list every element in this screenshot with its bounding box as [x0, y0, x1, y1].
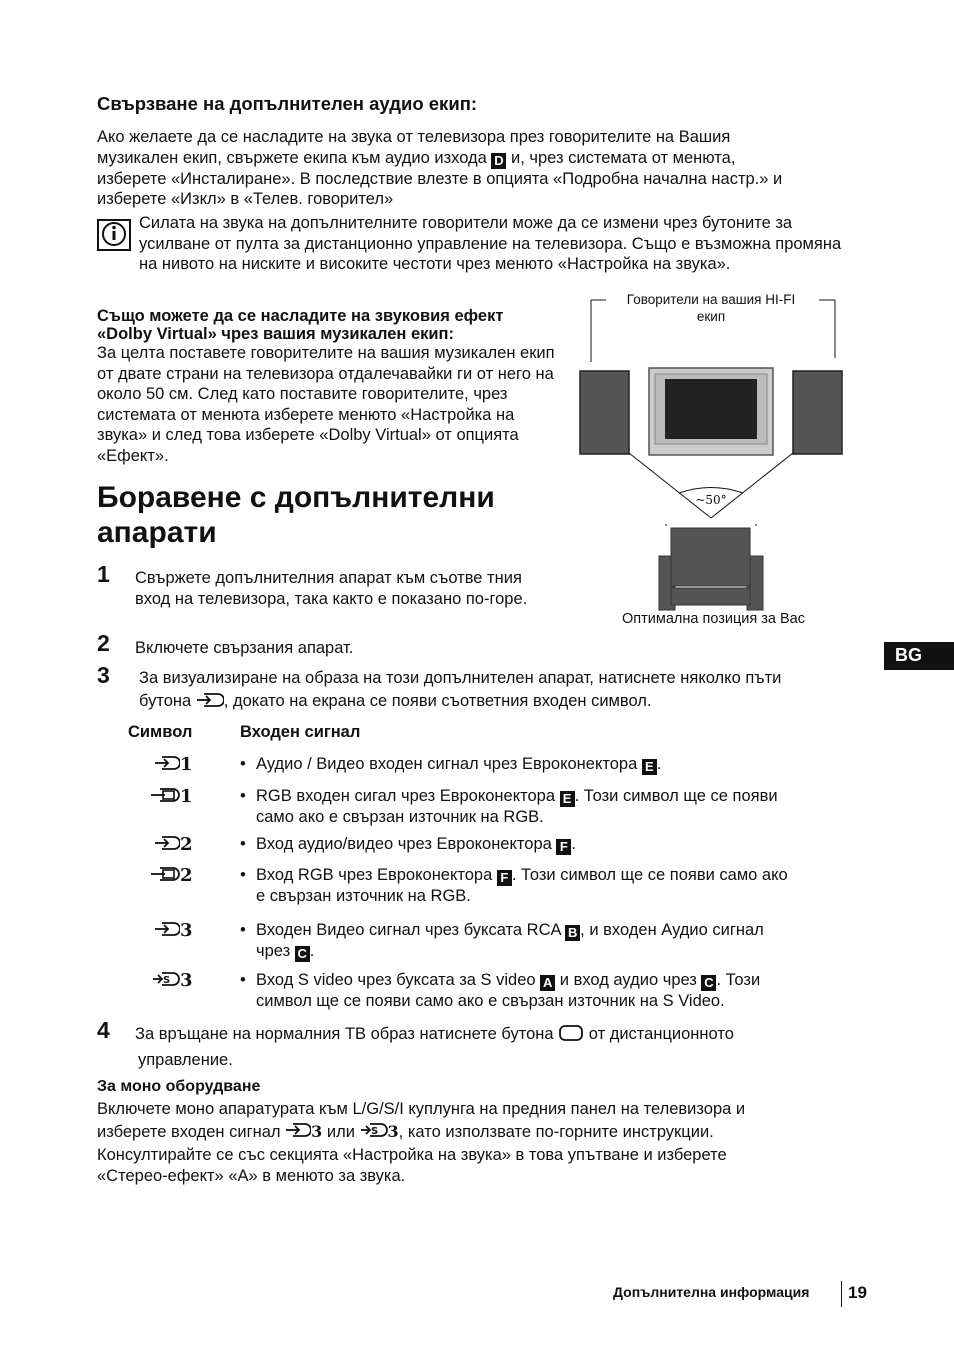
rgb-input-symbol: 2: [150, 864, 193, 889]
rgb-input-icon: [150, 864, 180, 889]
mono-heading: За моно оборудване: [97, 1078, 261, 1095]
step-line: За визуализиране на образа на този допълнителен апарат, натиснете няколко пъти: [139, 669, 782, 687]
intro-paragraph: [97, 127, 877, 210]
connector-label: B: [565, 925, 580, 941]
dolby-paragraph: За целта поставете говорителите на вашия музикален екип от двате страни на телевизора отдалечавайки ги от него на около 50 см. След като поставите говорителите, чрез системата от менюта изберете менюто «Настройка на звука» и след това изберете «Dolby Virtual» от опцията «Ефект».: [97, 344, 555, 465]
speaker-layout-drawing: [575, 290, 850, 635]
table-row: • Вход аудио/видео чрез Евроконектора F .: [240, 835, 576, 854]
svg-text:S: S: [163, 975, 171, 986]
angle-label: ~50°: [695, 493, 727, 507]
step-text: Свържете допълнителния апарат към съотве тния вход на телевизора, така както е показано по-горе.: [135, 569, 528, 608]
tv-button-icon: [558, 1024, 584, 1048]
connector-label: E: [642, 759, 657, 775]
svideo-input-symbol: S 3: [152, 969, 193, 994]
av-input-icon: [154, 833, 180, 858]
info-icon: [97, 219, 131, 256]
rgb-input-icon: [150, 785, 180, 810]
position-label: Оптимална позиция за Вас: [622, 611, 805, 627]
dolby-heading: Също можете да се насладите на звуковия ефект «Dolby Virtual» чрез вашия музикален екип:: [97, 307, 504, 343]
intro-line: Ако желаете да се насладите на звука от телевизора през говорителите на Вашия: [97, 128, 731, 146]
page-number: 19: [848, 1283, 867, 1302]
mono-paragraph: [97, 1099, 877, 1186]
mono-line: «Стерео-ефект» «А» в менюто за звука.: [97, 1166, 406, 1185]
language-tab: [884, 642, 954, 670]
signal-column-header: Входен сигнал: [240, 723, 361, 741]
connector-label: C: [295, 946, 310, 962]
step-number: 3: [97, 662, 110, 688]
rgb-input-symbol: 1: [150, 785, 193, 810]
intro-line: музикален екип, свържете екипа към аудио изхода D и, чрез системата от менюта,: [97, 148, 736, 168]
av-input-icon: [154, 919, 180, 944]
step-number: 4: [97, 1017, 110, 1043]
table-row: • Входен Видео сигнал чрез буксата RCA B , и входен Аудио сигнал чрез C .: [240, 921, 764, 961]
connector-label: A: [540, 975, 555, 991]
svg-text:S: S: [370, 1125, 378, 1137]
mono-line: Консултирайте се със секцията «Настройка на звука» в това упътване и изберете: [97, 1146, 727, 1164]
input-button-icon: [196, 691, 224, 715]
table-row: • Вход S video чрез буксата за S video A и вход аудио чрез C . Този символ ще се появи само ако е свързан източник на S Video.: [240, 971, 761, 1010]
speaker-diagram: [575, 290, 850, 635]
mono-line: изберете входен сигнал 3 или S 3, като използвате по-горните инструкции.: [97, 1120, 877, 1146]
footer-divider: [841, 1281, 842, 1307]
language-tab-label: BG: [895, 645, 922, 665]
table-row: • Вход RGB чрез Евроконектора F . Този символ ще се появи само ако е свързан източник на RGB.: [240, 866, 788, 905]
table-row: • RGB входен сигал чрез Евроконектора E . Този символ ще се появи само ако е свързан източник на RGB.: [240, 787, 778, 826]
step-line: За връщане на нормалния ТВ образ натиснете бутона от дистанционното: [135, 1024, 875, 1048]
av-input-symbol: 2: [154, 833, 193, 858]
info-note: Силата на звука на допълнителните говорители може да се измени чрез бутоните за усилване от пулта за дистанционно управление на телевизора. Също е възможна промяна на нивото на ниските и високите честоти чрез менюто «Настройка на звука».: [139, 214, 842, 273]
connector-label: F: [497, 870, 512, 886]
svideo-input-icon: [360, 1120, 388, 1146]
av-input-icon: [154, 753, 180, 778]
section-title: [97, 480, 617, 550]
av-input-icon: [285, 1120, 311, 1146]
step-number: 1: [97, 561, 110, 587]
speakers-label: Говорители на вашия HI-FI екип: [626, 292, 796, 324]
mono-line: Включете моно апаратурата към L/G/S/I куплунга на предния панел на телевизора и: [97, 1100, 746, 1118]
connector-d-label: D: [491, 153, 506, 169]
symbol-column-header: Символ: [128, 723, 193, 741]
step-text: [139, 668, 879, 714]
svideo-input-icon: [152, 969, 180, 994]
step-line: управление.: [138, 1050, 233, 1069]
intro-line: изберете «Инсталиране». В последствие влезте в опцията «Подробна начална настр.» и: [97, 169, 783, 188]
connector-label: E: [560, 791, 575, 807]
step-text: Включете свързания апарат.: [135, 639, 354, 657]
step-line: бутона , докато на екрана се появи съответния входен символ.: [139, 691, 879, 715]
footer-section-label: Допълнителна информация: [613, 1284, 810, 1300]
step-text: [135, 1024, 875, 1070]
section-heading: Свързване на допълнителен аудио екип:: [97, 93, 478, 114]
table-row: • Аудио / Видео входен сигнал чрез Евроконектора E .: [240, 755, 662, 774]
connector-label: F: [556, 839, 571, 855]
connector-label: C: [701, 975, 716, 991]
step-number: 2: [97, 630, 110, 656]
av-input-symbol: 1: [154, 753, 193, 778]
intro-line: изберете «Изкл» в «Телев. говорител»: [97, 190, 394, 208]
av-input-symbol: 3: [154, 919, 193, 944]
title-line: апарати: [97, 516, 217, 549]
title-line: Боравене с допълнителни: [97, 481, 495, 514]
